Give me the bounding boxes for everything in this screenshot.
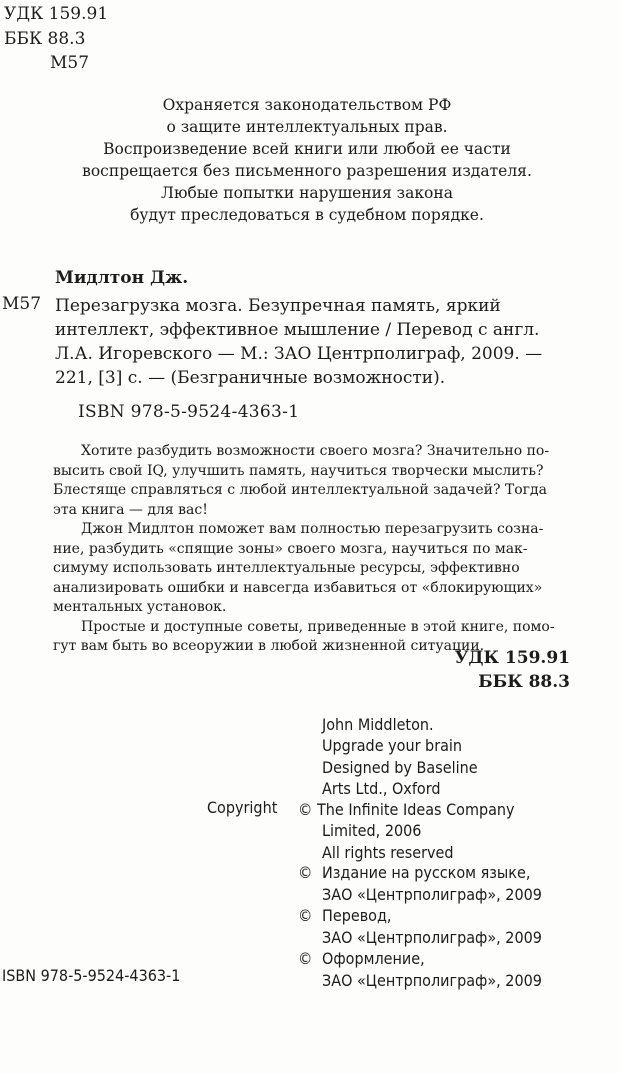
notice-line: будут преследоваться в судебном порядке. <box>130 206 484 224</box>
biblio-line: 221, [3] с. — (Безграничные возможности). <box>55 368 446 388</box>
isbn-top: ISBN 978-5-9524-4363-1 <box>78 402 300 422</box>
rights-entry <box>298 862 542 884</box>
annotation-line: симуму использовать интеллектуальные ресурсы, эффективно <box>53 560 520 576</box>
notice-line: о защите интеллектуальных прав. <box>166 118 448 136</box>
classification-block <box>4 2 108 76</box>
bbk-code: ББК 88.3 <box>4 28 86 49</box>
copyright-line: © The Infinite Ideas Company <box>298 800 515 820</box>
annotation-line: эта книга — для вас! <box>53 501 208 518</box>
annotation <box>53 442 555 657</box>
rights-entry <box>298 905 542 927</box>
isbn-bottom: ISBN 978-5-9524-4363-1 <box>2 966 181 985</box>
copyright-label: Copyright <box>207 798 278 817</box>
annotation-line: высить свой IQ, улучшить память, научиться творчески мыслить? <box>53 462 544 479</box>
udk-code: УДК 159.91 <box>4 4 109 24</box>
biblio-line: интеллект, эффективное мышление / Перевод с англ. <box>55 320 540 340</box>
rights-line: Издание на русском языке, <box>322 863 531 882</box>
rights-entry <box>298 948 542 970</box>
edition-line: Designed by Baseline <box>322 757 478 777</box>
annotation-line: ние, разбудить «спящие зоны» своего мозга, научиться по мак- <box>53 540 528 557</box>
notice-line: Любые попытки нарушения закона <box>161 184 453 202</box>
rights-line: ЗАО «Центрполиграф», 2009 <box>322 884 542 904</box>
bibliographic-description <box>55 294 542 390</box>
notice-line: воспрещается без письменного разрешения издателя. <box>82 162 532 180</box>
copyright-icon: © <box>298 906 313 925</box>
notice-line: Воспроизведение всей книги или любой ее части <box>103 140 511 158</box>
copyright-icon: © <box>298 863 313 882</box>
annotation-line: гут вам быть во всеоружии в любой жизненной ситуации. <box>53 638 485 654</box>
author-mark: М57 <box>50 53 90 73</box>
edition-line: John Middleton. <box>322 715 434 734</box>
annotation-line: Джон Мидлтон поможет вам полностью перезагрузить созна- <box>81 521 544 537</box>
copyright-line: All rights reserved <box>322 842 454 862</box>
russian-rights <box>298 862 542 991</box>
notice-line: Охраняется законодательством РФ <box>162 96 452 114</box>
annotation-line: Хотите разбудить возможности своего мозга? Значительно по- <box>81 443 550 459</box>
author-name: Мидлтон Дж. <box>55 268 189 288</box>
original-edition <box>298 714 515 863</box>
rights-line: ЗАО «Центрполиграф», 2009 <box>322 970 542 990</box>
annotation-line: Простые и доступные советы, приведенные в этой книге, помо- <box>81 618 555 635</box>
edition-line: Arts Ltd., Oxford <box>322 778 441 798</box>
annotation-line: Блестяще справляться с любой интеллектуальной задачей? Тогда <box>53 482 547 498</box>
copyright-line: Limited, 2006 <box>322 821 422 841</box>
annotation-line: ментальных установок. <box>53 599 227 615</box>
bbk-code-bottom: ББК 88.3 <box>478 672 570 692</box>
udk-code-bottom: УДК 159.91 <box>454 648 570 668</box>
annotation-line: анализировать ошибки и навсегда избавиться от «блокирующих» <box>53 579 543 596</box>
biblio-line: Перезагрузка мозга. Безупречная память, яркий <box>55 296 501 316</box>
classification-bottom <box>455 646 570 694</box>
copyright-notice <box>0 94 614 226</box>
biblio-line: Л.А. Игоревского — М.: ЗАО Центрполиграф, 2009. — <box>55 344 543 364</box>
copyright-icon: © <box>298 949 313 968</box>
rights-line: Перевод, <box>322 906 392 925</box>
rights-line: ЗАО «Центрполиграф», 2009 <box>322 927 542 947</box>
rights-line: Оформление, <box>322 949 425 968</box>
biblio-mark: М57 <box>2 294 42 314</box>
edition-line: Upgrade your brain <box>322 736 463 756</box>
